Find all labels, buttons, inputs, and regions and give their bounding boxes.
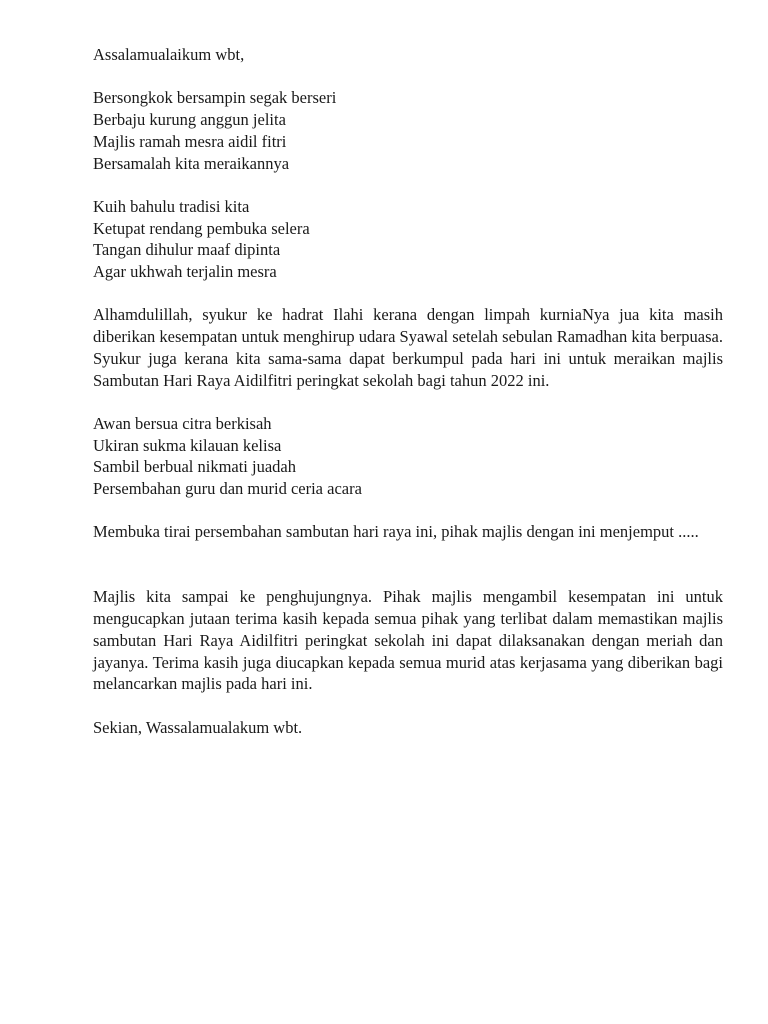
pantun-stanza-1	[93, 87, 723, 174]
stanza-line: Ukiran sukma kilauan kelisa	[93, 435, 282, 455]
stanza-line: Persembahan guru dan murid ceria acara	[93, 479, 362, 498]
pantun-stanza-2	[93, 196, 723, 283]
sign-off	[93, 717, 723, 739]
stanza-line: Tangan dihulur maaf dipinta	[93, 240, 281, 260]
stanza-line: Agar ukhwah terjalin mesra	[93, 262, 277, 281]
stanza-line: Bersongkok bersampin segak berseri	[93, 88, 337, 108]
stanza-line: Berbaju kurung anggun jelita	[93, 110, 286, 130]
stanza-line: Kuih bahulu tradisi kita	[93, 196, 250, 216]
greeting-text: Assalamualaikum wbt,	[93, 45, 245, 64]
closing-paragraph: Majlis kita sampai ke penghujungnya. Pihak majlis mengambil kesempatan ini untuk mengucapkan jutaan terima kasih kepada semua pihak yang terlibat dalam memastikan majlis sambutan Hari Raya Aidilfitri peringkat sekolah ini dapat dilaksanakan dengan meriah dan jayanya. Terima kasih juga diucapkan kepada semua murid atas kerjasama yang diberikan bagi melancarkan majlis pada hari ini.	[93, 587, 723, 694]
pantun-stanza-3	[93, 413, 723, 500]
opening-paragraph: Alhamdulillah, syukur ke hadrat Ilahi kerana dengan limpah kurniaNya jua kita masih diberikan kesempatan untuk menghirup udara Syawal setelah sebulan Ramadhan kita berpuasa. Syukur juga kerana kita sama-sama dapat berkumpul pada hari ini untuk meraikan majlis Sambutan Hari Raya Aidilfitri peringkat sekolah bagi tahun 2022 ini.	[93, 305, 724, 390]
sign-off-text: Sekian, Wassalamualakum wbt.	[93, 717, 303, 737]
invitation-paragraph: Membuka tirai persembahan sambutan hari raya ini, pihak majlis dengan ini menjemput .....	[93, 522, 699, 542]
stanza-line: Sambil berbual nikmati juadah	[93, 457, 296, 477]
document-page	[93, 44, 723, 760]
stanza-line: Majlis ramah mesra aidil fitri	[93, 131, 287, 151]
stanza-line: Ketupat rendang pembuka selera	[93, 218, 310, 238]
greeting	[93, 44, 723, 66]
stanza-line: Bersamalah kita meraikannya	[93, 153, 290, 173]
stanza-line: Awan bersua citra berkisah	[93, 413, 272, 433]
